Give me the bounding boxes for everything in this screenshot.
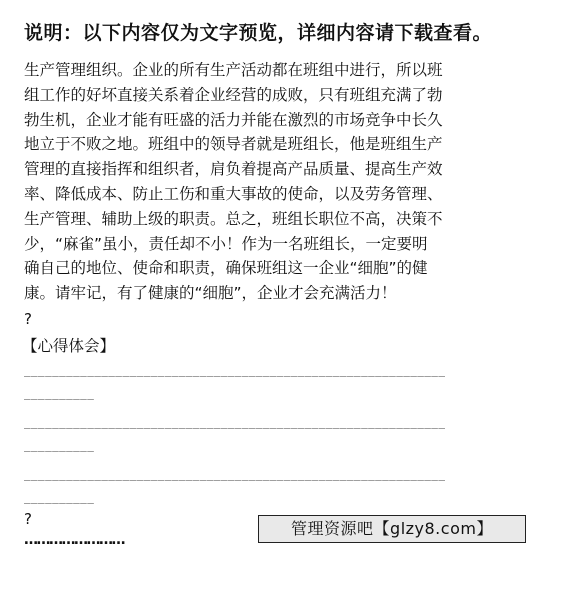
body-line: 率、降低成本、防止工伤和重大事故的使命，以及劳务管理、 — [24, 184, 443, 203]
body-line: 地立于不败之地。班组中的领导者就是班组长，他是班组生产 — [24, 135, 443, 154]
question-mark: ? — [24, 510, 32, 528]
answer-rule: ____________________________________________________________ — [24, 364, 446, 377]
body-line: 生产管理组织。企业的所有生产活动都在班组中进行，所以班 — [24, 61, 443, 79]
answer-rule: __________ — [24, 439, 95, 452]
body-line: 管理的直接指挥和组织者，肩负着提高产品质量、提高生产效 — [24, 160, 443, 179]
section-heading: 【心得体会】 — [22, 337, 116, 355]
body-line: 确自己的地位、使命和职责，确保班组这一企业“细胞”的健 — [24, 259, 428, 278]
body-line: 组工作的好坏直接关系着企业经营的成败，只有班组充满了勃 — [24, 85, 443, 104]
body-line: 少，“麻雀”虽小，责任却不小！作为一名班组长，一定要明 — [24, 234, 428, 253]
ellipsis-dots: …………………… — [24, 532, 124, 548]
answer-rule: ____________________________________________________________ — [24, 468, 446, 481]
question-mark: ? — [24, 310, 32, 328]
answer-rule: ____________________________________________________________ — [24, 416, 446, 429]
body-line: 勃生机，企业才能有旺盛的活力并能在激烈的市场竞争中长久 — [24, 110, 443, 129]
source-link-box[interactable]: 管理资源吧【glzy8.com】 — [258, 515, 526, 543]
body-text — [24, 58, 556, 306]
answer-rule: __________ — [24, 491, 95, 504]
body-line: 生产管理、辅助上级的职责。总之，班组长职位不高，决策不 — [24, 209, 443, 228]
body-line: 康。请牢记，有了健康的“细胞”，企业才会充满活力！ — [24, 284, 397, 303]
preview-notice: 说明：以下内容仅为文字预览，详细内容请下载查看。 — [24, 22, 493, 44]
answer-rule: __________ — [24, 387, 95, 400]
